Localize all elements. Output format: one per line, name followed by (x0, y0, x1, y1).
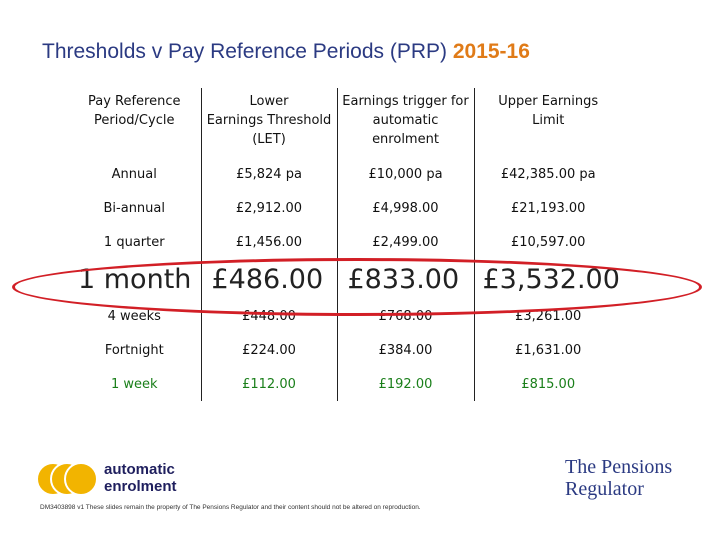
uel-cell: £42,385.00 pa (474, 157, 622, 191)
uel-cell: £3,532.00 (474, 259, 622, 299)
uel-cell: £1,631.00 (474, 333, 622, 367)
trigger-cell: £4,998.00 (337, 191, 474, 225)
period-cell: Bi-annual (103, 200, 165, 216)
period-cell: 4 weeks (107, 308, 161, 324)
automatic-enrolment-logo (36, 460, 211, 500)
uel-cell: £21,193.00 (474, 191, 622, 225)
trigger-cell: £192.00 (337, 367, 474, 401)
thresholds-table (68, 88, 622, 401)
uel-cell: £3,261.00 (474, 299, 622, 333)
table-row (68, 225, 622, 259)
pensions-regulator-logo: The Pensions Regulator (565, 456, 673, 500)
period-cell: Fortnight (104, 342, 164, 358)
header-cell: Upper Earnings Limit (474, 88, 622, 157)
let-cell: £1,456.00 (201, 225, 337, 259)
let-cell: £5,824 pa (201, 157, 337, 191)
let-cell: £2,912.00 (201, 191, 337, 225)
overlapping-circles-logo-icon (36, 462, 108, 498)
page-title (42, 40, 530, 64)
title-year: 2015-16 (452, 40, 530, 63)
header-cell: Pay Reference Period/Cycle (87, 94, 181, 128)
trigger-cell: £2,499.00 (337, 225, 474, 259)
header-cell: Earnings trigger for automatic enrolment (337, 88, 474, 157)
period-cell: 1 week (110, 376, 158, 392)
let-cell: £224.00 (201, 333, 337, 367)
header-cell: Lower Earnings Threshold (LET) (201, 88, 337, 157)
period-cell: 1 quarter (103, 234, 165, 250)
trigger-cell: £10,000 pa (337, 157, 474, 191)
disclaimer-text: DM3403898 v1 These slides remain the property of The Pensions Regulator and their content should not be altered on reproduction. (40, 504, 421, 511)
uel-cell: £815.00 (474, 367, 622, 401)
title-main: Thresholds v Pay Reference Periods (PRP) (42, 40, 447, 63)
let-cell: £448.00 (201, 299, 337, 333)
logo-text: automatic enrolment (104, 461, 177, 495)
period-cell: Annual (111, 166, 157, 182)
table-row (68, 191, 622, 225)
trigger-cell: £833.00 (337, 259, 474, 299)
table-header-row (68, 88, 622, 157)
table-row (68, 367, 622, 401)
period-cell: 1 month (78, 263, 192, 295)
trigger-cell: £768.00 (337, 299, 474, 333)
table-row (68, 157, 622, 191)
highlight-oval (12, 258, 702, 316)
trigger-cell: £384.00 (337, 333, 474, 367)
let-cell: £112.00 (201, 367, 337, 401)
let-cell: £486.00 (201, 259, 337, 299)
table-row (68, 333, 622, 367)
uel-cell: £10,597.00 (474, 225, 622, 259)
